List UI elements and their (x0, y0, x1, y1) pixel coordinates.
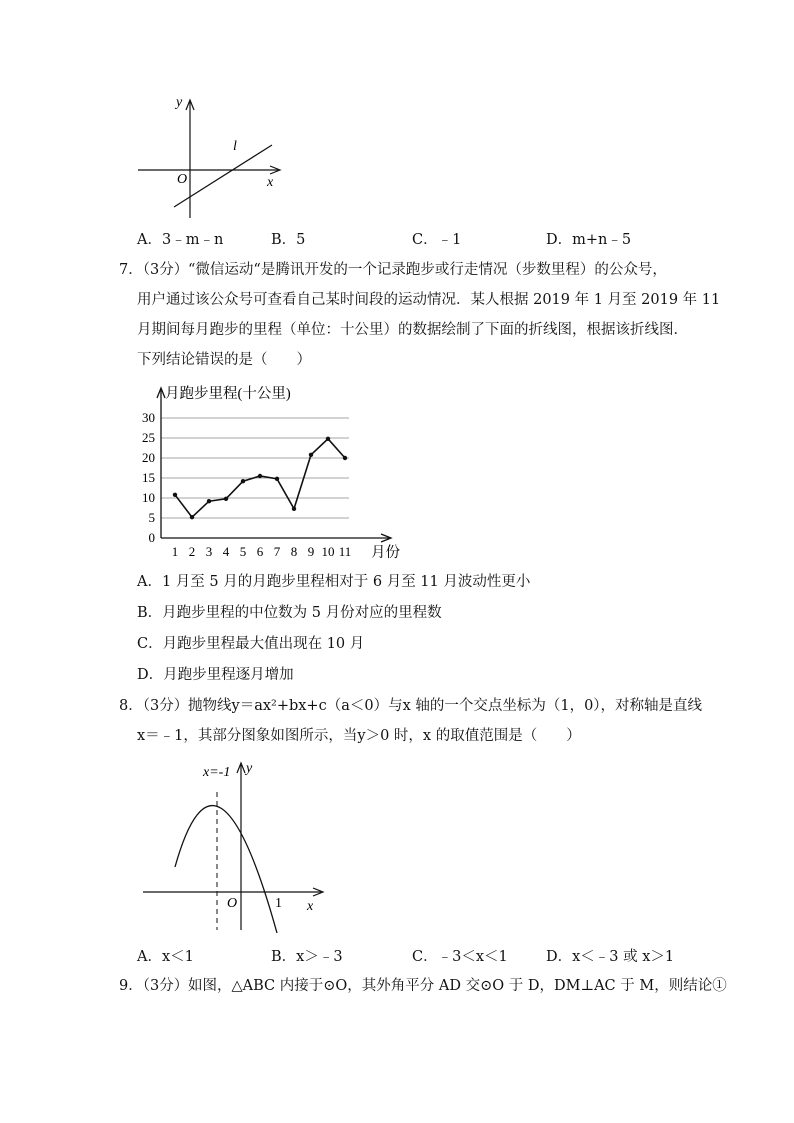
chart-x-tick-label: 5 (239, 544, 247, 559)
chart-data-point (258, 474, 262, 478)
chart-data-point (190, 515, 194, 519)
chart-data-point (207, 499, 211, 503)
q7-line-4: 下列结论错误的是（ ） (137, 352, 311, 368)
chart-data-point (241, 479, 245, 483)
chart-x-label: 月份 (371, 545, 400, 560)
q7-option-b[interactable]: B．月跑步里程的中位数为 5 月份对应的里程数 (137, 605, 442, 621)
chart-x-tick-label: 8 (290, 544, 298, 559)
q8-parabola-curve (175, 806, 277, 933)
q6-option-c[interactable]: C．﹣1 (412, 232, 462, 248)
chart-y-tick-label: 25 (142, 430, 155, 445)
chart-data-point (343, 456, 347, 460)
chart-y-tick-label: 0 (148, 530, 155, 545)
q6-line-l (174, 145, 272, 207)
q9-line-1: 如图，△ABC 内接于⊙O，其外角平分 AD 交⊙O 于 D，DM⊥AC 于 M，则结论① (188, 978, 727, 994)
q6-option-d[interactable]: D．m+n﹣5 (546, 232, 632, 248)
q7-line-1: “微信运动“是腾讯开发的一个记录跑步或行走情况（步数里程）的公众号， (188, 262, 667, 278)
q8-number: 8．（3分） (119, 698, 189, 714)
q6-option-a[interactable]: A．3﹣m﹣n (137, 232, 224, 248)
q7-line-chart (125, 378, 415, 560)
q7-option-a[interactable]: A．1 月至 5 月的月跑步里程相对于 6 月至 11 月波动性更小 (137, 574, 531, 590)
chart-y-tick-label: 20 (142, 450, 155, 465)
q6-y-label: y (176, 95, 183, 110)
q8-axis-label: x=-1 (203, 765, 231, 780)
chart-data-point (224, 497, 228, 501)
q8-option-d[interactable]: D．x＜﹣3 或 x＞1 (546, 949, 675, 965)
chart-title: 月跑步里程(十公里) (165, 386, 291, 402)
chart-x-tick-label: 4 (222, 544, 230, 559)
chart-x-tick-label: 3 (205, 544, 213, 559)
q6-x-label: x (267, 175, 274, 190)
q8-parabola-figure (135, 755, 335, 935)
chart-y-tick-label: 30 (142, 410, 155, 425)
chart-data-point (292, 507, 296, 511)
q7-line-2: 用户通过该公众号可查看自己某时间段的运动情况．某人根据 2019 年 1 月至 2019 年 11 (137, 292, 721, 308)
chart-y-tick-label: 10 (142, 490, 155, 505)
q8-option-c[interactable]: C．﹣3＜x＜1 (412, 949, 508, 965)
q8-y-label: y (246, 761, 253, 776)
q8-option-a[interactable]: A．x＜1 (137, 949, 194, 965)
chart-x-tick-label: 9 (307, 544, 315, 559)
q8-line-1: 抛物线y＝ax²+bx+c（a＜0）与x 轴的一个交点坐标为（1，0），对称轴是直线 (188, 698, 703, 714)
q8-option-b[interactable]: B．x＞﹣3 (271, 949, 343, 965)
chart-x-tick-label: 11 (338, 544, 352, 559)
q7-option-d[interactable]: D．月跑步里程逐月增加 (137, 667, 294, 683)
chart-x-tick-label: 6 (256, 544, 264, 559)
q8-one-label: 1 (275, 896, 282, 911)
q6-origin-label: O (177, 172, 188, 187)
q8-line-2: x＝﹣1，其部分图象如图所示，当y＞0 时，x 的取值范围是（ ） (137, 728, 581, 744)
q6-line-label: l (233, 139, 237, 154)
chart-x-tick-label: 1 (171, 544, 179, 559)
chart-x-tick-label: 2 (188, 544, 196, 559)
q8-x-label: x (307, 899, 314, 914)
q8-origin-label: O (227, 896, 238, 911)
chart-data-point (275, 477, 279, 481)
q7-option-c[interactable]: C．月跑步里程最大值出现在 10 月 (137, 636, 365, 652)
chart-x-tick-label: 10 (321, 544, 335, 559)
q6-line-figure (130, 90, 290, 225)
q7-number: 7．（3分） (119, 262, 189, 278)
chart-y-tick-label: 5 (148, 510, 155, 525)
q7-line-3: 月期间每月跑步的里程（单位：十公里）的数据绘制了下面的折线图，根据该折线图． (137, 322, 688, 338)
chart-data-point (173, 493, 177, 497)
q6-option-b[interactable]: B．5 (271, 232, 306, 248)
chart-data-point (309, 453, 313, 457)
chart-y-tick-label: 15 (142, 470, 155, 485)
chart-data-point (326, 437, 330, 441)
q9-number: 9．（3分） (119, 978, 189, 994)
chart-x-tick-label: 7 (273, 544, 281, 559)
